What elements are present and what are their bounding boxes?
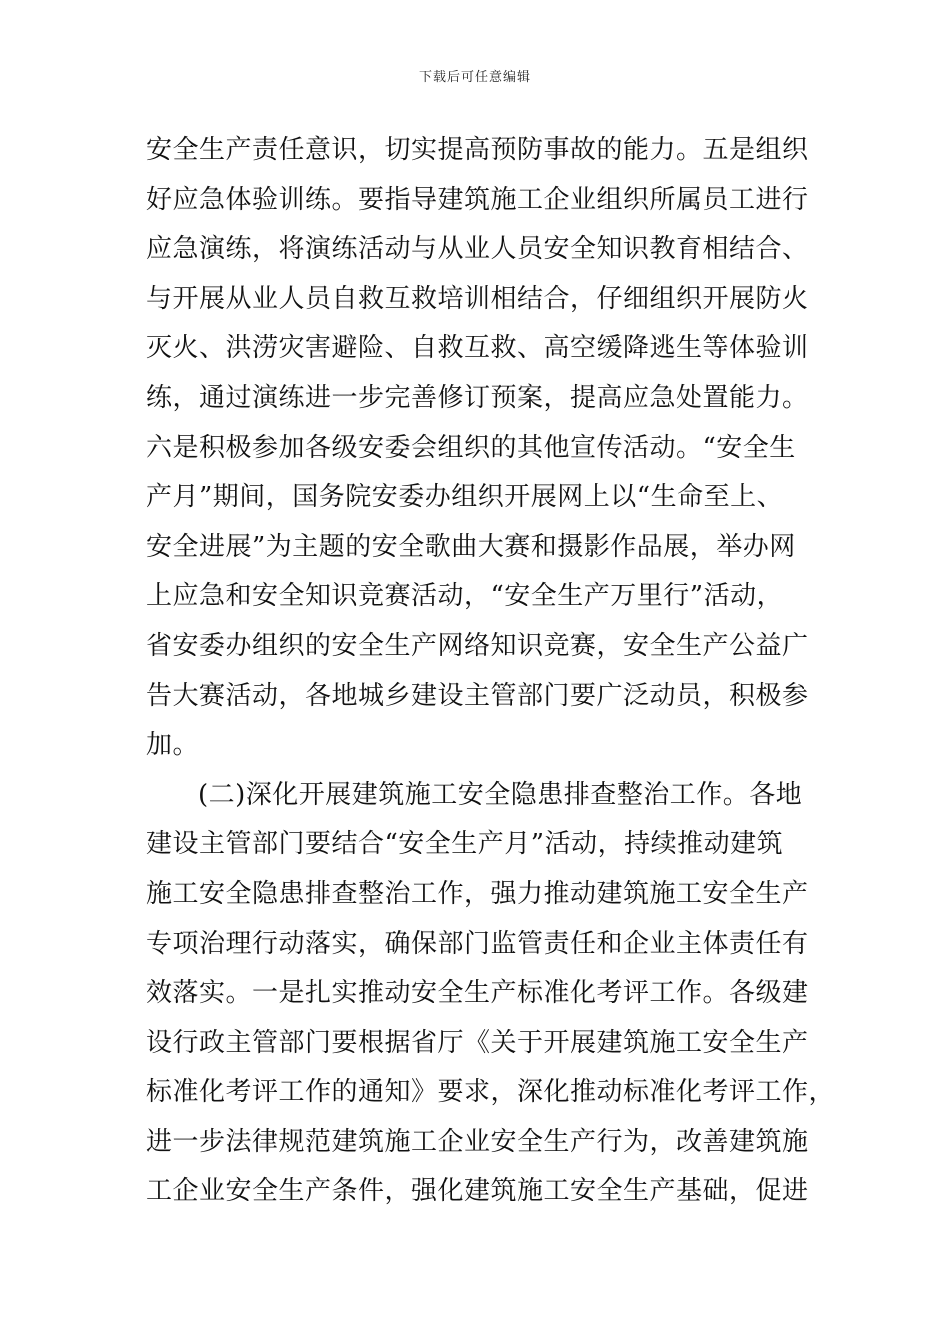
text-line: 告大赛活动，各地城乡建设主管部门要广泛动员，积极参 <box>146 680 809 711</box>
text-line: 建设主管部门要结合“安全生产月”活动，持续推动建筑 <box>146 829 784 860</box>
text-line: 进一步法律规范建筑施工企业安全生产行为，改善建筑施 <box>146 1126 809 1157</box>
text-line: 练，通过演练进一步完善修订预案，提高应急处置能力。 <box>146 382 809 413</box>
text-line: 施工安全隐患排查整治工作，强力推动建筑施工安全生产 <box>146 878 809 909</box>
section-heading-line: (二)深化开展建筑施工安全隐患排查整治工作。各地 <box>198 779 803 810</box>
text-line: 好应急体验训练。要指导建筑施工企业组织所属员工进行 <box>146 184 809 215</box>
text-line: 标准化考评工作的通知》要求，深化推动标准化考评工作， <box>146 1077 836 1108</box>
text-line: 六是积极参加各级安委会组织的其他宣传活动。“安全生 <box>146 432 796 463</box>
text-line: 安全生产责任意识，切实提高预防事故的能力。五是组织 <box>146 135 809 165</box>
text-line: 安全进展”为主题的安全歌曲大赛和摄影作品展，举办网 <box>146 531 796 562</box>
text-line: 与开展从业人员自救互救培训相结合，仔细组织开展防火 <box>146 283 809 314</box>
text-line: 灭火、洪涝灾害避险、自救互救、高空缓降逃生等体验训 <box>146 333 809 364</box>
text-line: 设行政主管部门要根据省厅《关于开展建筑施工安全生产 <box>146 1027 809 1058</box>
text-line: 专项治理行动落实，确保部门监管责任和企业主体责任有 <box>146 928 809 959</box>
page-header: 下载后可任意编辑 <box>418 70 531 85</box>
text-line: 上应急和安全知识竞赛活动，“安全生产万里行”活动， <box>146 581 784 612</box>
text-line: 省安委办组织的安全生产网络知识竞赛，安全生产公益广 <box>146 630 809 661</box>
text-line: 产月”期间，国务院安委办组织开展网上以“生命至上、 <box>146 482 784 513</box>
body-text <box>146 126 836 1217</box>
text-line: 加。 <box>146 730 200 761</box>
text-line: 应急演练，将演练活动与从业人员安全知识教育相结合、 <box>146 234 809 265</box>
text-line: 工企业安全生产条件，强化建筑施工安全生产基础，促进 <box>146 1176 809 1207</box>
text-line: 效落实。一是扎实推动安全生产标准化考评工作。各级建 <box>146 978 809 1009</box>
